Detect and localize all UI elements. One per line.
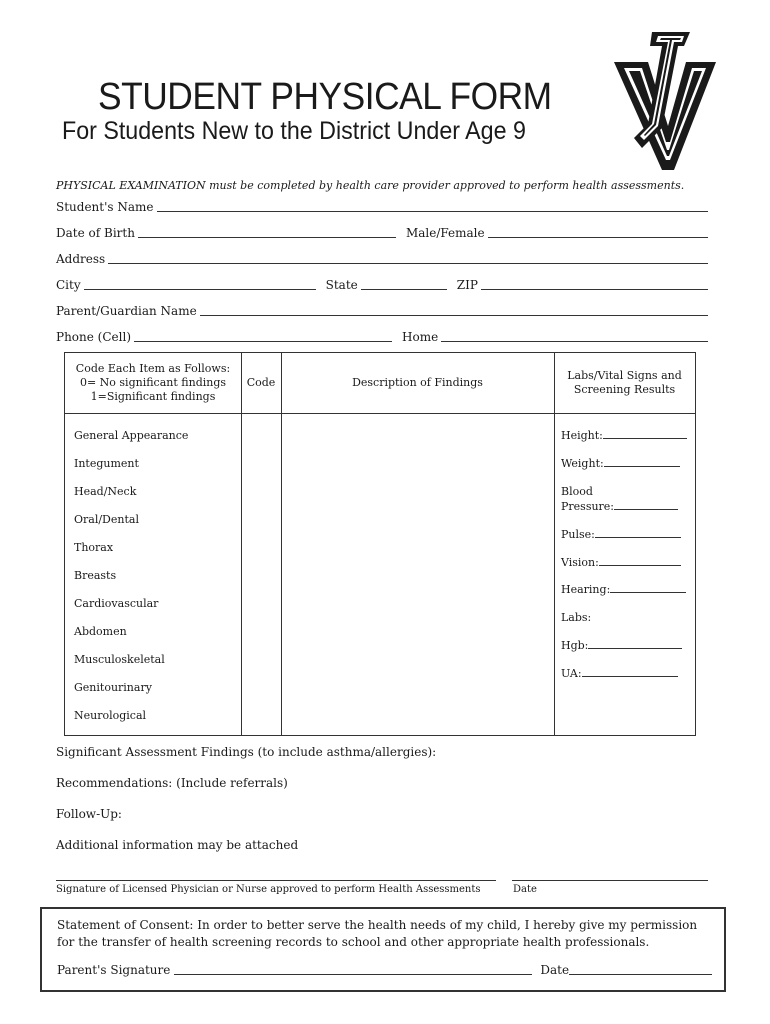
consent-box — [40, 907, 726, 992]
phone-cell-field[interactable] — [134, 332, 392, 342]
phone-cell-label: Phone (Cell) — [56, 330, 131, 344]
physician-signature-label: Signature of Licensed Physician or Nurse approved to perform Health Assessments — [56, 884, 481, 895]
zip-label: ZIP — [456, 278, 478, 292]
address-label: Address — [56, 252, 106, 266]
follow-up-label: Follow-Up: — [56, 807, 122, 821]
city-field[interactable] — [84, 280, 316, 290]
exam-table — [64, 352, 696, 736]
parent-date-label: Date — [540, 963, 570, 977]
hgb-field[interactable] — [588, 640, 682, 649]
height-field[interactable] — [603, 430, 687, 439]
form-title: STUDENT PHYSICAL FORM — [98, 76, 552, 118]
item-cardiovascular: Cardiovascular — [74, 597, 159, 610]
physician-date-line[interactable] — [512, 880, 708, 881]
exam-instruction: PHYSICAL EXAMINATION must be completed by health care provider approved to perform health assessments. — [56, 179, 685, 192]
state-field[interactable] — [361, 280, 447, 290]
phone-home-label: Home — [402, 330, 439, 344]
dob-row — [56, 226, 708, 240]
guardian-field[interactable] — [200, 306, 708, 316]
parent-signature-label: Parent's Signature — [57, 963, 171, 977]
lab-hearing: Hearing: — [561, 582, 686, 597]
physician-date-label: Date — [513, 884, 537, 895]
consent-statement: Statement of Consent: In order to better serve the health needs of my child, I hereby give my permission for the transfer of health screening records to school and other appropriate health professionals. — [57, 918, 698, 949]
hearing-field[interactable] — [610, 584, 686, 593]
item-head-neck: Head/Neck — [74, 485, 137, 498]
lab-labs: Labs: — [561, 611, 592, 624]
item-integument: Integument — [74, 457, 139, 470]
significant-findings-label: Significant Assessment Findings (to include asthma/allergies): — [56, 745, 437, 759]
item-breasts: Breasts — [74, 569, 117, 582]
dob-label: Date of Birth — [56, 226, 135, 240]
student-name-field[interactable] — [157, 202, 708, 212]
item-genitourinary: Genitourinary — [74, 681, 152, 694]
state-label: State — [325, 278, 358, 292]
address-field[interactable] — [108, 254, 708, 264]
item-neurological: Neurological — [74, 709, 147, 722]
dob-field[interactable] — [138, 228, 396, 238]
lab-height: Height: — [561, 428, 687, 443]
ua-field[interactable] — [582, 668, 678, 677]
guardian-row — [56, 304, 708, 318]
guardian-label: Parent/Guardian Name — [56, 304, 197, 318]
zip-field[interactable] — [481, 280, 708, 290]
labs-header: Labs/Vital Signs and Screening Results — [567, 369, 682, 396]
city-row — [56, 278, 708, 292]
city-label: City — [56, 278, 81, 292]
item-thorax: Thorax — [74, 541, 114, 554]
lab-weight: Weight: — [561, 456, 680, 471]
item-oral-dental: Oral/Dental — [74, 513, 139, 526]
code-header: Code — [246, 376, 276, 389]
recommendations-label: Recommendations: (Include referrals) — [56, 776, 288, 790]
weight-field[interactable] — [604, 458, 680, 467]
blood-pressure-field[interactable] — [614, 501, 678, 510]
sex-field[interactable] — [488, 228, 708, 238]
description-header: Description of Findings — [352, 376, 483, 389]
item-musculoskeletal: Musculoskeletal — [74, 653, 165, 666]
code-key-header: Code Each Item as Follows: 0= No significant findings 1=Significant findings — [75, 362, 231, 403]
additional-info-label: Additional information may be attached — [56, 838, 299, 852]
pulse-field[interactable] — [595, 529, 681, 538]
parent-signature-row — [57, 963, 712, 977]
vision-field[interactable] — [599, 557, 681, 566]
student-name-label: Student's Name — [56, 200, 154, 214]
student-name-row — [56, 200, 708, 214]
lab-vision: Vision: — [561, 555, 681, 570]
sex-label: Male/Female — [405, 226, 485, 240]
lab-hgb: Hgb: — [561, 638, 682, 653]
lab-blood-pressure: Blood Pressure: — [561, 484, 678, 514]
lab-pulse: Pulse: — [561, 527, 681, 542]
parent-signature-field[interactable] — [174, 965, 532, 975]
item-abdomen: Abdomen — [74, 625, 127, 638]
item-general-appearance: General Appearance — [74, 429, 189, 442]
lab-ua: UA: — [561, 666, 678, 681]
phone-home-field[interactable] — [441, 332, 708, 342]
phone-row — [56, 330, 708, 344]
vj-logo-icon — [612, 30, 728, 172]
physician-signature-line[interactable] — [56, 880, 496, 881]
parent-date-field[interactable] — [569, 965, 712, 975]
district-logo — [612, 30, 728, 176]
form-subtitle: For Students New to the District Under Age 9 — [62, 117, 526, 145]
address-row — [56, 252, 708, 266]
